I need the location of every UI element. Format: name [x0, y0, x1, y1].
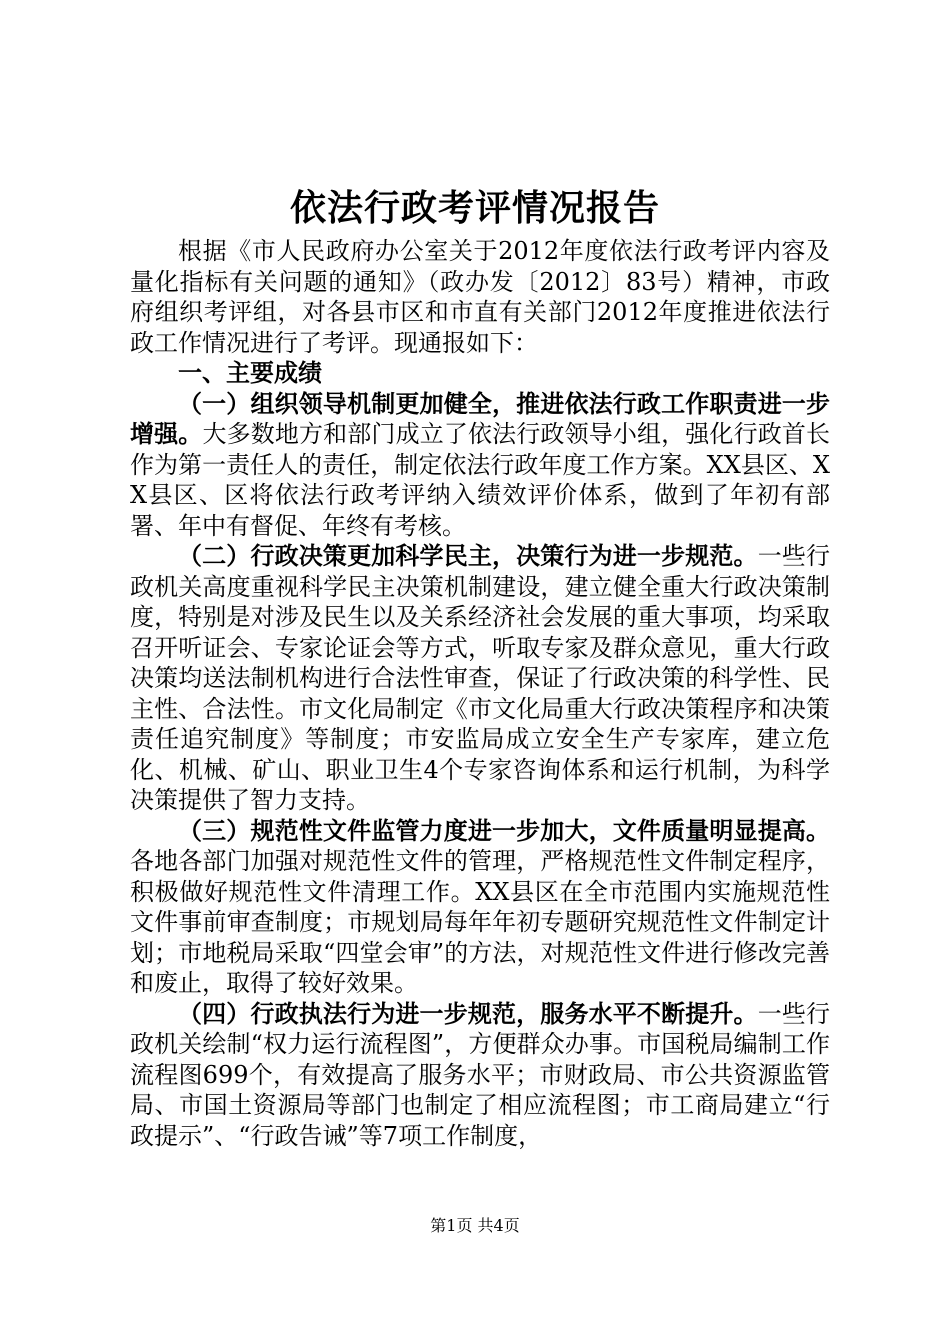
- document-title: 依法行政考评情况报告: [289, 187, 660, 229]
- item-heading-3: （三）规范性文件监管力度进一步加大，文件质量明显提高。: [178, 815, 830, 845]
- document-body: [130, 236, 830, 1151]
- page-footer: 第1页 共4页: [430, 1216, 520, 1235]
- item-heading-2: （二）行政决策更加科学民主，决策行为进一步规范。: [178, 541, 758, 570]
- item-paragraph-4: [130, 999, 830, 1152]
- item-heading-1: （一）组织领导机制更加健全，推进依法行政工作职责进一步增强。: [130, 388, 830, 448]
- item-heading-4: （四）行政执法行为进一步规范，服务水平不断提升。: [178, 998, 758, 1028]
- item-paragraph-3: [130, 816, 830, 999]
- item-text-4: 一些行政机关绘制“权力运行流程图”，方便群众办事。市国税局编制工作流程图699个，有效提高了服务水平；市财政局、市公共资源监管局、市国土资源局等部门也制定了相应流程图；市工商局建立“行政提示”、“行政告诫”等7项工作制度，: [130, 999, 831, 1150]
- item-text-3: 各地各部门加强对规范性文件的管理，严格规范性文件制定程序，积极做好规范性文件清理工作。XX县区在全市范围内实施规范性文件事前审查制度；市规划局每年年初专题研究规范性文件制定计划；市地税局采取“四堂会审”的方法，对规范性文件进行修改完善和废止，取得了较好效果。: [130, 847, 830, 997]
- item-paragraph-1: [130, 389, 830, 542]
- item-text-1: 大多数地方和部门成立了依法行政领导小组，强化行政首长作为第一责任人的责任，制定依法行政年度工作方案。XX县区、XX县区、区将依法行政考评纳入绩效评价体系，做到了年初有部署、年中有督促、年终有考核。: [130, 420, 831, 540]
- item-text-2: 一些行政机关高度重视科学民主决策机制建设，建立健全重大行政决策制度，特别是对涉及民生以及关系经济社会发展的重大事项，均采取召开听证会、专家论证会等方式，听取专家及群众意见，重大行政决策均送法制机构进行合法性审查，保证了行政决策的科学性、民主性、合法性。市文化局制定《市文化局重大行政决策程序和决策责任追究制度》等制度；市安监局成立安全生产专家库，建立危化、机械、矿山、职业卫生4个专家咨询体系和运行机制，为科学决策提供了智力支持。: [130, 542, 831, 814]
- section-heading: 一、主要成绩: [178, 358, 322, 387]
- item-paragraph-2: [130, 541, 830, 816]
- intro-paragraph: 根据《市人民政府办公室关于2012年度依法行政考评内容及量化指标有关问题的通知》（政办发〔2012〕83号）精神，市政府组织考评组，对各县市区和市直有关部门2012年度推进依法行政工作情况进行了考评。现通报如下：: [130, 237, 830, 357]
